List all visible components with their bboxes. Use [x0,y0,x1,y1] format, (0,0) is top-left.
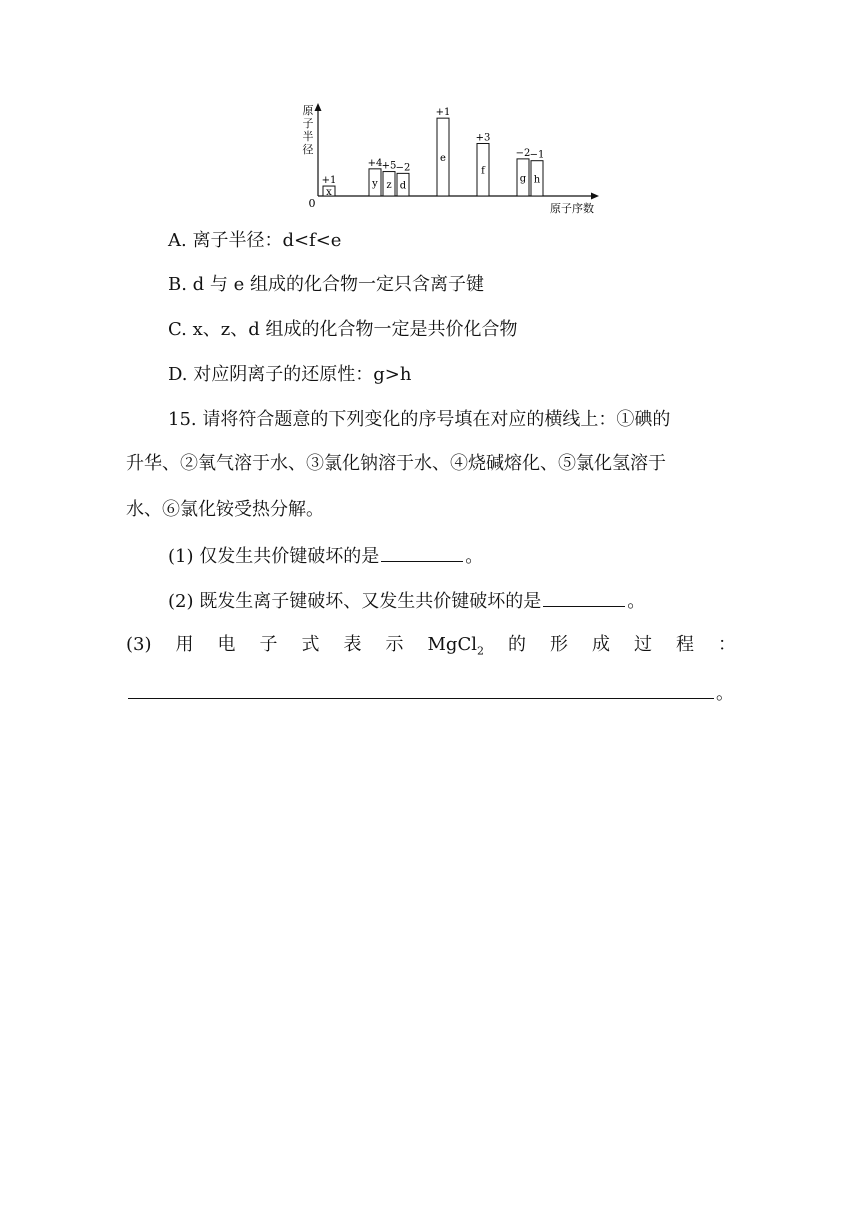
p3-token: 程 [675,634,694,655]
q15-part2-end: 。 [627,591,646,612]
q15-part2 [168,588,645,614]
q15-part1 [168,543,483,569]
charge-label-y: +4 [367,157,383,169]
atomic-radius-chart [296,100,606,218]
answer-blank-1[interactable] [381,543,463,562]
p3-token: 电 [217,634,236,655]
q15-part1-text: (1) 仅发生共价键破坏的是 [168,546,380,567]
q15-part3 [126,633,736,664]
p3-token: (3) [126,634,152,655]
p3-token: 成 [591,634,610,655]
answer-blank-2[interactable] [543,588,625,607]
p3-token: 式 [301,634,320,655]
p3-token: ： [717,634,736,655]
bar-label-x: x [326,187,332,199]
option-a: A. 离子半径：d<f<e [168,230,342,251]
q15-line2: 升华、②氧气溶于水、③氯化钠溶于水、④烧碱熔化、⑤氯化氢溶于 [126,453,666,474]
bar-label-g: g [519,173,527,185]
q15-part2-text: (2) 既发生离子键破坏、又发生共价键破坏的是 [168,591,542,612]
charge-label-x: +1 [321,175,337,187]
option-d: D. 对应阴离子的还原性：g>h [168,364,412,385]
q15-part3-end: 。 [716,683,734,704]
bar-label-d: d [399,180,407,192]
q15-part3-answer-line [126,680,734,706]
p3-token: 用 [175,634,194,655]
p3-token: 形 [549,634,568,655]
y-axis-label-char: 半 [302,130,314,143]
answer-blank-3[interactable] [128,680,714,699]
charge-label-d: −2 [395,162,411,174]
p3-token: 的 [507,634,526,655]
charge-label-f: +3 [475,132,491,144]
x-axis-label: 原子序数 [550,202,594,215]
formula-text: MgCl [427,634,477,655]
bar-label-f: f [481,165,485,177]
charge-label-g: −2 [515,147,531,159]
origin-label: 0 [308,197,316,210]
y-axis-label-char: 原 [302,104,314,117]
p3-token: 表 [343,634,362,655]
charge-label-h: −1 [529,149,545,161]
y-axis-label-char: 径 [302,143,314,156]
q15-line1: 15. 请将符合题意的下列变化的序号填在对应的横线上：①碘的 [168,409,671,430]
x-axis-arrow [591,193,599,200]
chart-axes [315,103,600,200]
y-axis-label-char: 子 [302,117,314,130]
bar-label-y: y [372,178,378,190]
q15-line3: 水、⑥氯化铵受热分解。 [126,499,324,520]
y-axis-arrow [315,103,322,111]
bar-label-z: z [386,179,392,191]
q15-part1-end: 。 [465,546,484,567]
option-b: B. d 与 e 组成的化合物一定只含离子键 [168,274,485,295]
p3-token: 过 [633,634,652,655]
option-c: C. x、z、d 组成的化合物一定是共价化合物 [168,319,518,340]
charge-label-e: +1 [435,107,451,119]
charge-label-z: +5 [381,160,397,172]
bar-label-h: h [533,174,541,186]
formula-subscript: 2 [476,644,484,658]
p3-token: 子 [259,634,278,655]
bar-label-e: e [440,153,446,165]
p3-token: 示 [385,634,404,655]
mgcl2-formula [428,633,484,664]
chart-bars [323,118,543,199]
